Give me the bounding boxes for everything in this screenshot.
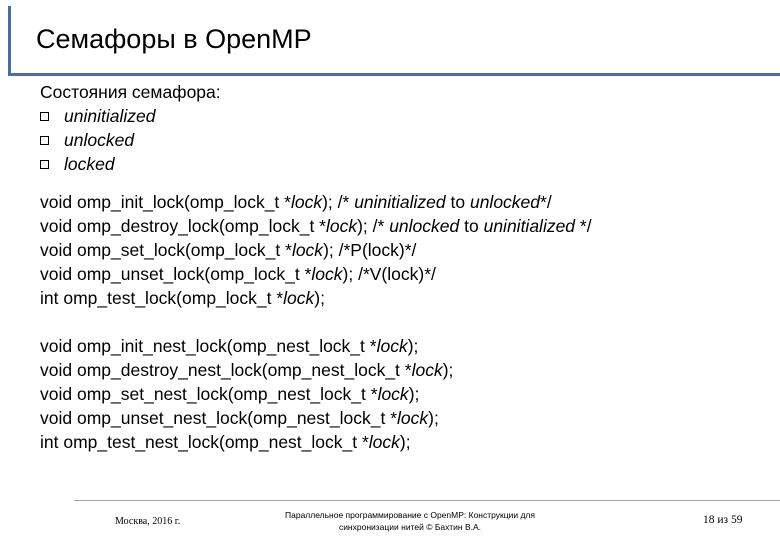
code-param: lock: [283, 288, 315, 308]
code-comment-mid: to: [445, 192, 470, 212]
checkbox-bullet-icon: [40, 112, 49, 121]
code-prefix: void omp_init_lock(omp_lock_t *: [40, 192, 291, 212]
code-line: [40, 358, 770, 382]
slide-footer: [0, 500, 780, 540]
code-prefix: void omp_unset_lock(omp_lock_t *: [40, 264, 312, 284]
state-item: [40, 128, 770, 152]
code-suffix: );: [399, 432, 411, 452]
code-prefix: void omp_set_lock(omp_lock_t *: [40, 240, 292, 260]
code-suffix: ); /*: [357, 216, 390, 236]
code-line: [40, 262, 770, 286]
checkbox-bullet-icon: [40, 136, 49, 145]
state-item: [40, 104, 770, 128]
footer-divider: [74, 500, 780, 501]
title-accent-vertical: [8, 6, 11, 76]
code-comment-end: */: [540, 192, 552, 212]
code-line: [40, 286, 770, 310]
code-comment-word: uninitialized: [483, 216, 576, 236]
code-suffix: );: [442, 360, 454, 380]
code-param: lock: [376, 336, 408, 356]
code-prefix: int omp_test_nest_lock(omp_nest_lock_t *: [40, 432, 369, 452]
slide-content: [40, 80, 770, 454]
state-label: unlocked: [64, 130, 135, 150]
code-line: [40, 406, 770, 430]
states-heading: Состояния семафора:: [40, 82, 221, 102]
footer-course-line: Параллельное программирование с OpenMP: Конструкции для: [285, 510, 535, 520]
code-param: lock: [290, 192, 323, 212]
code-param: lock: [311, 264, 343, 284]
page-number: 18 из 59: [703, 514, 743, 526]
code-comment-word: unlocked: [469, 192, 541, 212]
states-list: [40, 104, 770, 176]
code-suffix: ); /*V(lock)*/: [342, 264, 436, 284]
code-suffix: ); /*: [322, 192, 355, 212]
state-label: locked: [64, 154, 115, 174]
code-suffix: ); /*P(lock)*/: [323, 240, 417, 260]
code-prefix: void omp_unset_nest_lock(omp_nest_lock_t *: [40, 408, 398, 428]
code-prefix: void omp_destroy_lock(omp_lock_t *: [40, 216, 326, 236]
code-comment-mid: to: [459, 216, 484, 236]
code-comment-word: unlocked: [389, 216, 460, 236]
title-bar: [0, 0, 780, 78]
title-accent-horizontal: [8, 73, 780, 76]
code-suffix: );: [408, 384, 420, 404]
code-comment-word: uninitialized: [354, 192, 446, 212]
code-line: [40, 430, 770, 454]
code-comment-end: */: [575, 216, 592, 236]
footer-course-line: синхронизации нитей © Бахтин В.А.: [338, 522, 482, 532]
code-prefix: void omp_init_nest_lock(omp_nest_lock_t *: [40, 336, 377, 356]
code-param: lock: [377, 384, 409, 404]
state-label: uninitialized: [64, 106, 156, 126]
checkbox-bullet-icon: [40, 160, 49, 169]
code-line: [40, 190, 770, 214]
code-param: lock: [397, 408, 429, 428]
code-suffix: );: [428, 408, 439, 428]
code-line: [40, 238, 770, 262]
slide-title: Семафоры в OpenMP: [36, 24, 312, 54]
code-line: [40, 334, 770, 358]
code-suffix: );: [407, 336, 419, 356]
code-param: lock: [291, 240, 324, 260]
code-param: lock: [411, 360, 443, 380]
code-param: lock: [368, 432, 400, 452]
code-suffix: );: [314, 288, 325, 308]
footer-course: [240, 509, 580, 533]
code-line: [40, 214, 770, 238]
state-item: [40, 152, 770, 176]
code-prefix: int omp_test_lock(omp_lock_t *: [40, 288, 284, 308]
lock-functions: [40, 190, 770, 310]
nest-lock-functions: [40, 334, 770, 454]
footer-location: Москва, 2016 г.: [115, 516, 181, 527]
code-param: lock: [325, 216, 358, 236]
code-prefix: void omp_set_nest_lock(omp_nest_lock_t *: [40, 384, 378, 404]
code-prefix: void omp_destroy_nest_lock(omp_nest_lock_t *: [40, 360, 412, 380]
code-line: [40, 382, 770, 406]
